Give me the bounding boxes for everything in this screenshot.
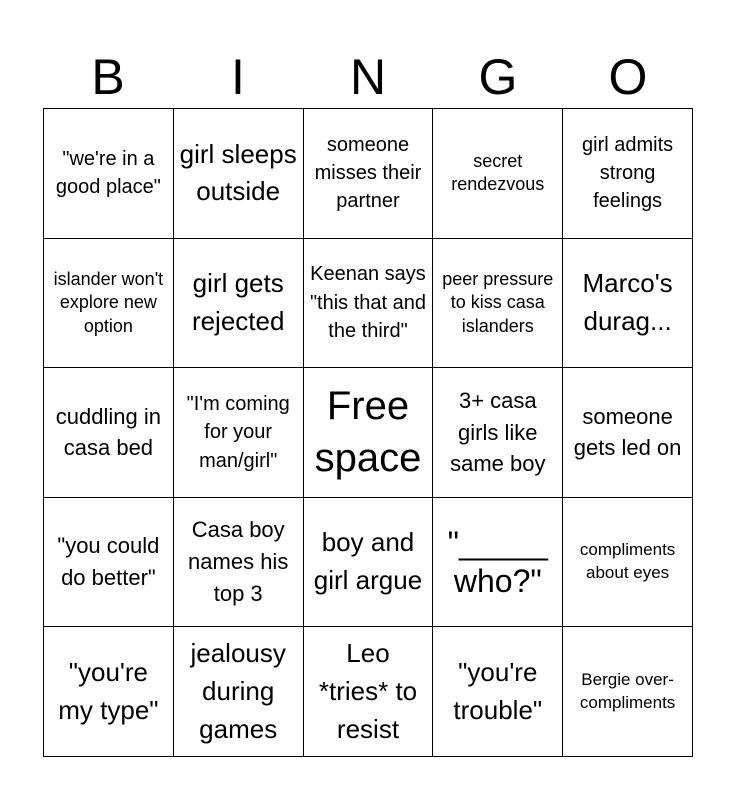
bingo-cell[interactable]: [304, 109, 434, 239]
bingo-cell[interactable]: [44, 627, 174, 757]
cell-text: "you could do better": [57, 533, 160, 591]
cell-text: jealousy during games: [190, 638, 286, 744]
bingo-cell[interactable]: [304, 239, 434, 369]
bingo-cell[interactable]: [433, 498, 563, 628]
bingo-cell[interactable]: [563, 498, 693, 628]
bingo-board: [43, 108, 693, 757]
cell-text: Keenan says "this that and the third": [309, 263, 427, 343]
header-letter-g: G: [478, 49, 518, 105]
bingo-cell[interactable]: [44, 368, 174, 498]
cell-text: 3+ casa girls like same boy: [450, 387, 546, 477]
bingo-cell[interactable]: [174, 498, 304, 628]
bingo-cell[interactable]: [563, 627, 693, 757]
cell-text: secret rendezvous: [451, 150, 545, 195]
header-letter-b: B: [91, 49, 125, 105]
bingo-cell[interactable]: [44, 239, 174, 369]
bingo-cell[interactable]: [433, 627, 563, 757]
header-letter-n: N: [349, 49, 387, 105]
bingo-header: [43, 48, 693, 106]
cell-text: "you're trouble": [453, 657, 543, 725]
header-letter-o: O: [608, 49, 648, 105]
cell-text: Casa boy names his top 3: [188, 517, 289, 607]
cell-text: girl gets rejected: [191, 268, 285, 336]
cell-text: boy and girl argue: [313, 527, 423, 596]
cell-text: Leo *tries* to resist: [318, 638, 418, 744]
bingo-cell[interactable]: [563, 109, 693, 239]
cell-text: islander won't explore new option: [53, 268, 164, 336]
cell-text: Free space: [314, 384, 422, 481]
bingo-cell[interactable]: [304, 627, 434, 757]
cell-text: "_____ who?": [447, 524, 548, 600]
bingo-cell[interactable]: [563, 368, 693, 498]
bingo-cell[interactable]: [174, 109, 304, 239]
bingo-cell[interactable]: [174, 627, 304, 757]
cell-text: girl admits strong feelings: [582, 133, 674, 213]
header-letter-i: I: [231, 49, 245, 105]
cell-text: compliments about eyes: [579, 540, 676, 583]
cell-text: "we're in a good place": [55, 147, 161, 199]
cell-text: someone gets led on: [573, 403, 682, 461]
cell-text: "you're my type": [58, 657, 159, 725]
bingo-cell[interactable]: [433, 109, 563, 239]
cell-text: cuddling in casa bed: [55, 403, 161, 461]
bingo-cell[interactable]: [563, 239, 693, 369]
cell-text: Marco's durag...: [582, 268, 673, 336]
cell-text: girl sleeps outside: [179, 138, 297, 207]
bingo-cell[interactable]: [174, 368, 304, 498]
cell-text: Bergie over-compliments: [579, 669, 676, 712]
cell-text: peer pressure to kiss casa islanders: [442, 268, 554, 336]
cell-text: "I'm coming for your man/girl": [186, 392, 290, 472]
bingo-cell[interactable]: [174, 239, 304, 369]
bingo-cell[interactable]: [44, 109, 174, 239]
free-space-cell[interactable]: [304, 368, 434, 498]
cell-text: someone misses their partner: [314, 133, 422, 213]
bingo-cell[interactable]: [44, 498, 174, 628]
bingo-cell[interactable]: [433, 239, 563, 369]
bingo-cell[interactable]: [433, 368, 563, 498]
bingo-cell[interactable]: [304, 498, 434, 628]
